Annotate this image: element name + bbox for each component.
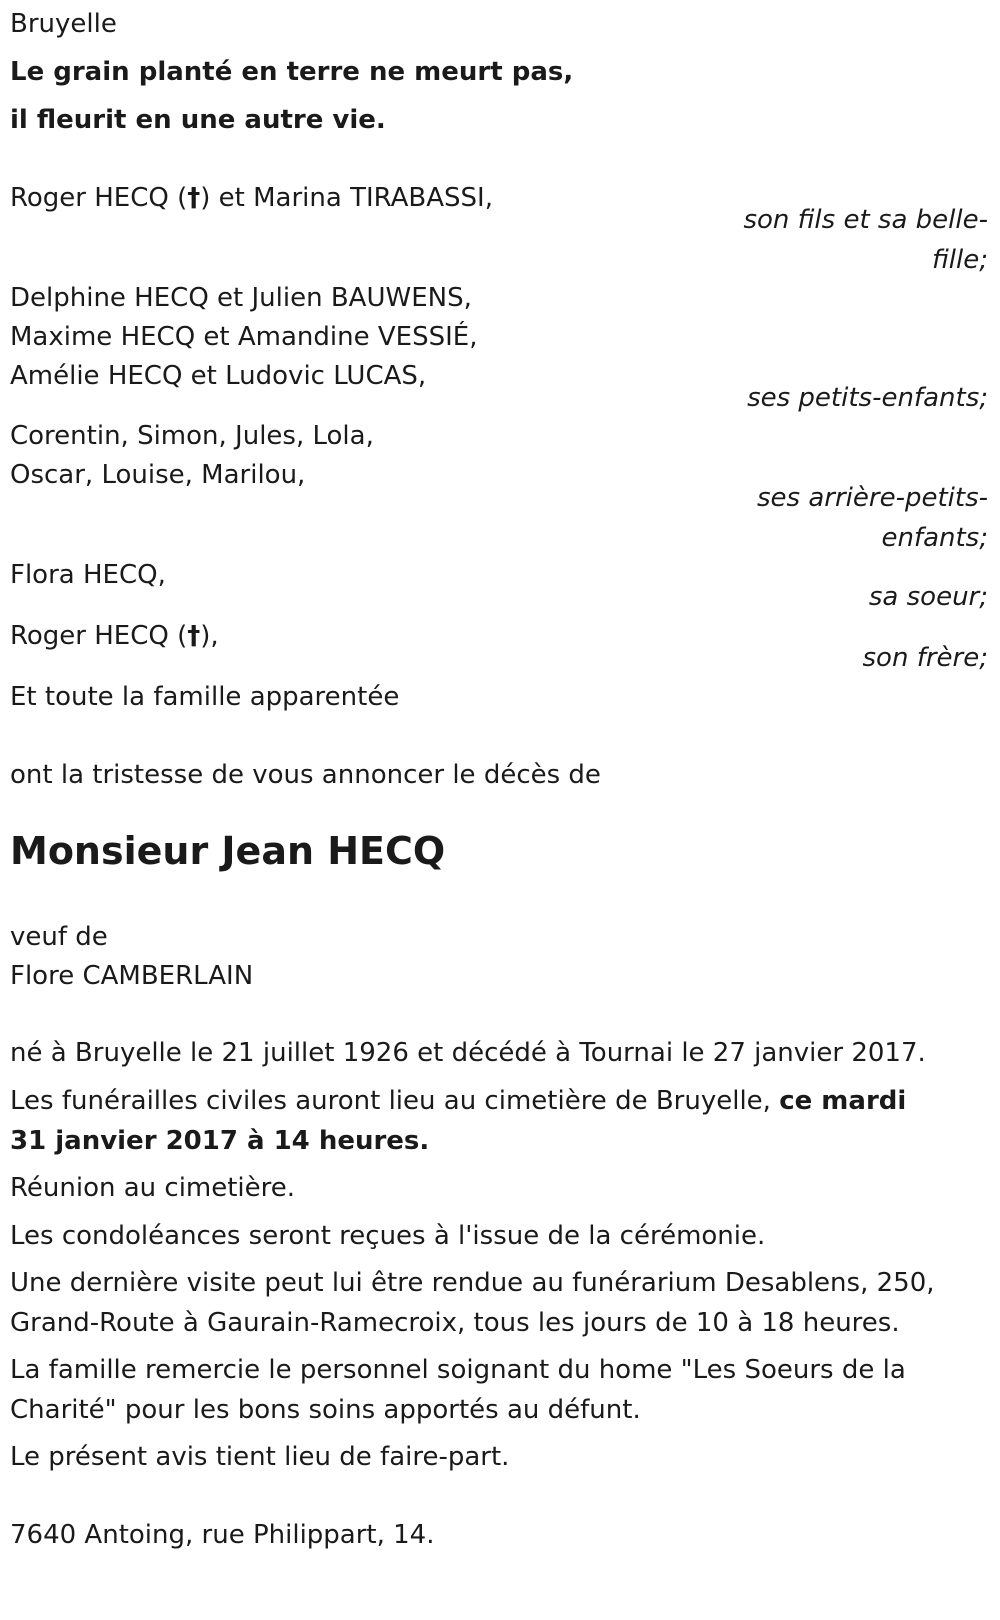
widow-line-1: veuf de <box>10 922 108 952</box>
brother-relation: son frère; <box>862 643 988 673</box>
brother-entry <box>10 616 219 656</box>
deceased-name: Monsieur Jean HECQ <box>10 829 446 873</box>
thanks-line: La famille remercie le personnel soignant du home "Les Soeurs de la Charité" pour les bons soins apportés au défunt. <box>10 1355 906 1425</box>
birth-death-line: né à Bruyelle le 21 juillet 1926 et décédé à Tournai le 27 janvier 2017. <box>10 1038 926 1068</box>
funeral-date: ce mardi 31 janvier 2017 à 14 heures. <box>10 1086 907 1156</box>
son-name-part-2: ) et Marina TIRABASSI, <box>200 183 493 213</box>
son-entry <box>10 178 493 218</box>
gathering-line: Réunion au cimetière. <box>10 1173 296 1203</box>
town-name: Bruyelle <box>10 9 117 39</box>
funeral-text: Les funérailles civiles auront lieu au cimetière de Bruyelle, <box>10 1086 780 1116</box>
extended-family: Et toute la famille apparentée <box>10 682 400 712</box>
notice-line: Le présent avis tient lieu de faire-part. <box>10 1442 510 1472</box>
announcement-intro: ont la tristesse de vous annoncer le décès de <box>10 760 601 790</box>
great-grandchild-line-2: Oscar, Louise, Marilou, <box>10 460 306 490</box>
son-name-part-1: Roger HECQ ( <box>10 183 188 213</box>
cross-icon: † <box>187 183 201 213</box>
son-relation: son fils et sa belle-fille; <box>743 205 988 275</box>
address-line: 7640 Antoing, rue Philippart, 14. <box>10 1520 435 1550</box>
widow-line-2: Flore CAMBERLAIN <box>10 961 254 991</box>
condolences-line: Les condoléances seront reçues à l'issue de la cérémonie. <box>10 1221 766 1251</box>
sister-entry: Flora HECQ, <box>10 560 166 590</box>
funeral-info <box>10 1081 940 1161</box>
cross-icon: † <box>187 621 201 651</box>
grandchildren-relation: ses petits-enfants; <box>747 383 988 413</box>
verse-line-2: il fleurit en une autre vie. <box>10 105 386 135</box>
brother-name-part-1: Roger HECQ ( <box>10 621 188 651</box>
visit-info: Une dernière visite peut lui être rendue au funérarium Desablens, 250, Grand-Route à Gaurain-Ramecroix, tous les jours de 10 à 18 heures. <box>10 1268 935 1338</box>
grandchild-line-2: Maxime HECQ et Amandine VESSIÉ, <box>10 322 478 352</box>
great-grandchild-line-1: Corentin, Simon, Jules, Lola, <box>10 421 374 451</box>
great-grandchildren-relation: ses arrière-petits-enfants; <box>757 483 988 553</box>
grandchild-line-3: Amélie HECQ et Ludovic LUCAS, <box>10 361 427 391</box>
brother-name-part-2: ), <box>200 621 219 651</box>
verse-line-1: Le grain planté en terre ne meurt pas, <box>10 57 574 87</box>
sister-relation: sa soeur; <box>868 582 988 612</box>
grandchild-line-1: Delphine HECQ et Julien BAUWENS, <box>10 283 472 313</box>
